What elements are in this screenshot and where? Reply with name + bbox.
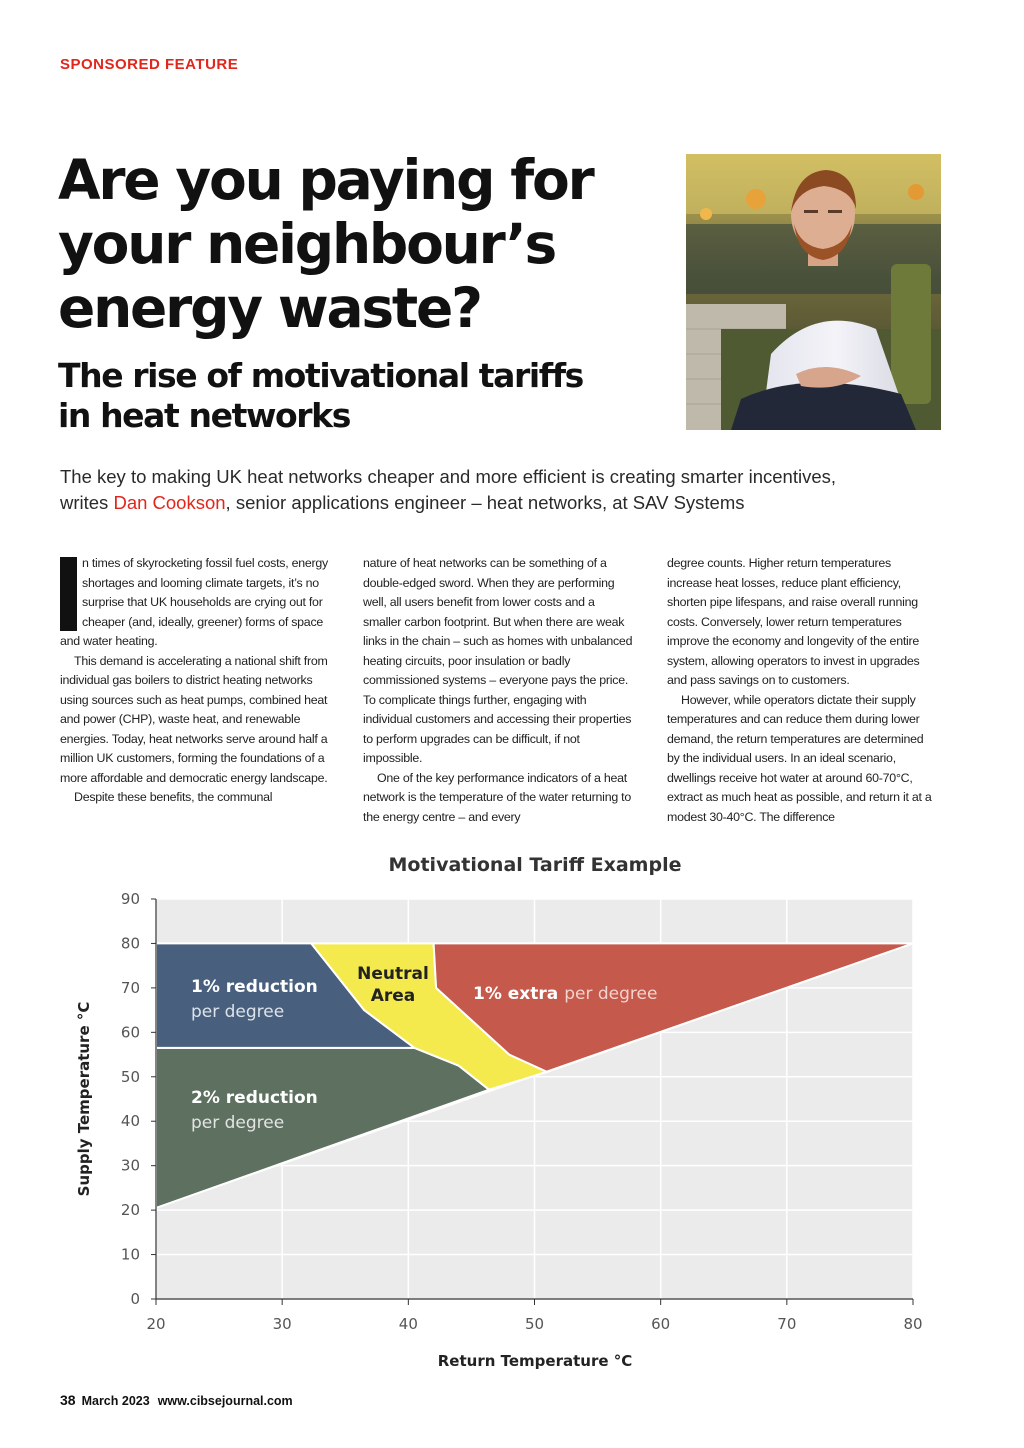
subhead-line: The rise of motivational tariffs bbox=[58, 356, 583, 395]
region-label-rest: per degree bbox=[191, 1002, 285, 1022]
standfirst bbox=[60, 464, 960, 516]
author-photo bbox=[686, 154, 941, 430]
headline-line: energy waste? bbox=[58, 276, 481, 340]
region-label-bold: 2% reduction bbox=[191, 1088, 318, 1108]
standfirst-line: The key to making UK heat networks cheaper and more efficient is creating smarter incentives, bbox=[60, 466, 836, 487]
body-paragraph: n times of skyrocketing fossil fuel costs, energy shortages and looming climate targets, it’s no surprise that UK households are crying out for cheaper (and, ideally, greener) forms of space and water heating. bbox=[60, 556, 328, 648]
body-column-1 bbox=[60, 554, 330, 830]
standfirst-role: , senior applications engineer – heat networks, at SAV Systems bbox=[225, 492, 745, 513]
author-name-link[interactable]: Dan Cookson bbox=[113, 492, 226, 513]
headline bbox=[58, 148, 678, 340]
y-tick-label: 70 bbox=[120, 978, 140, 997]
region-label-rest: per degree bbox=[564, 984, 658, 1004]
y-tick-label: 30 bbox=[120, 1156, 140, 1175]
y-tick-label: 90 bbox=[120, 890, 140, 908]
x-tick-label: 80 bbox=[903, 1315, 923, 1333]
body-paragraph: One of the key performance indicators of a heat network is the temperature of the water returning to the energy centre – and every bbox=[363, 770, 631, 824]
x-axis-label: Return Temperature °C bbox=[437, 1352, 633, 1370]
chart-svg bbox=[70, 846, 940, 1386]
standfirst-writes: writes bbox=[60, 492, 114, 513]
region-label-bold: 1% extra bbox=[473, 984, 565, 1004]
y-axis-label: Supply Temperature °C bbox=[75, 1001, 93, 1197]
body-paragraph: nature of heat networks can be something of a double-edged sword. When they are performing well, all users benefit from lower costs and a smaller carbon footprint. But when there are weak links in the chain – such as homes with unbalanced heating circuits, poor insulation or badly commissioned systems – everyone pays the price. To complicate things further, engaging with individual customers and accessing their properties to perform upgrades can be difficult, if not impossible. bbox=[363, 556, 633, 765]
x-tick-label: 40 bbox=[398, 1315, 418, 1333]
y-tick-label: 80 bbox=[120, 934, 140, 953]
body-column-3 bbox=[667, 554, 937, 830]
region-label-rest: per degree bbox=[191, 1113, 285, 1133]
page-number: 38 bbox=[60, 1392, 76, 1408]
body-column-2 bbox=[363, 554, 633, 830]
section-kicker: SPONSORED FEATURE bbox=[60, 56, 239, 73]
y-tick-label: 60 bbox=[120, 1023, 140, 1042]
y-tick-label: 20 bbox=[120, 1201, 140, 1220]
x-tick-label: 60 bbox=[651, 1315, 671, 1333]
region-label-bold: 1% reduction bbox=[191, 977, 318, 997]
issue-date: March 2023 bbox=[81, 1394, 150, 1408]
motivational-tariff-chart bbox=[70, 846, 940, 1386]
y-tick-label: 40 bbox=[120, 1112, 140, 1131]
x-tick-label: 20 bbox=[146, 1315, 166, 1333]
body-paragraph: degree counts. Higher return temperatures increase heat losses, reduce plant efficiency, shorten pipe lifespans, and raise overall running costs. Conversely, lower return temperatures improve the economy and longevity of the entire system, allowing operators to invest in upgrades and pass savings on to customers. bbox=[667, 556, 920, 687]
y-tick-label: 0 bbox=[130, 1290, 140, 1308]
x-tick-label: 70 bbox=[777, 1315, 797, 1333]
subheadline bbox=[58, 356, 678, 436]
body-paragraph: Despite these benefits, the communal bbox=[74, 790, 273, 804]
y-tick-label: 10 bbox=[120, 1245, 140, 1264]
headline-line: your neighbour’s bbox=[58, 212, 556, 276]
subhead-line: in heat networks bbox=[58, 396, 350, 435]
drop-cap bbox=[60, 557, 77, 631]
page-footer bbox=[60, 1392, 293, 1408]
x-tick-label: 50 bbox=[524, 1315, 545, 1333]
region-label-rest: Area bbox=[370, 986, 416, 1006]
author-portrait-image bbox=[686, 154, 941, 430]
region-label-bold: Neutral bbox=[357, 964, 429, 984]
headline-line: Are you paying for bbox=[58, 148, 593, 212]
y-tick-label: 50 bbox=[120, 1067, 140, 1086]
body-paragraph: However, while operators dictate their supply temperatures and can reduce them during lower demand, the return temperatures are determined by the individual users. In an ideal scenario, dwellings receive hot water at around 60-70°C, extract as much heat as possible, and return it at a modest 30-40°C. The difference bbox=[667, 692, 932, 824]
x-tick-label: 30 bbox=[272, 1315, 292, 1333]
journal-url[interactable]: www.cibsejournal.com bbox=[157, 1394, 293, 1408]
body-paragraph: This demand is accelerating a national shift from individual gas boilers to district heating networks using sources such as heat pumps, combined heat and power (CHP), waste heat, and renewable energies. Today, heat networks serve around half a million UK customers, forming the foundations of a more affordable and democratic energy landscape. bbox=[60, 653, 328, 785]
region-label bbox=[473, 984, 657, 1004]
chart-title: Motivational Tariff Example bbox=[388, 854, 682, 876]
